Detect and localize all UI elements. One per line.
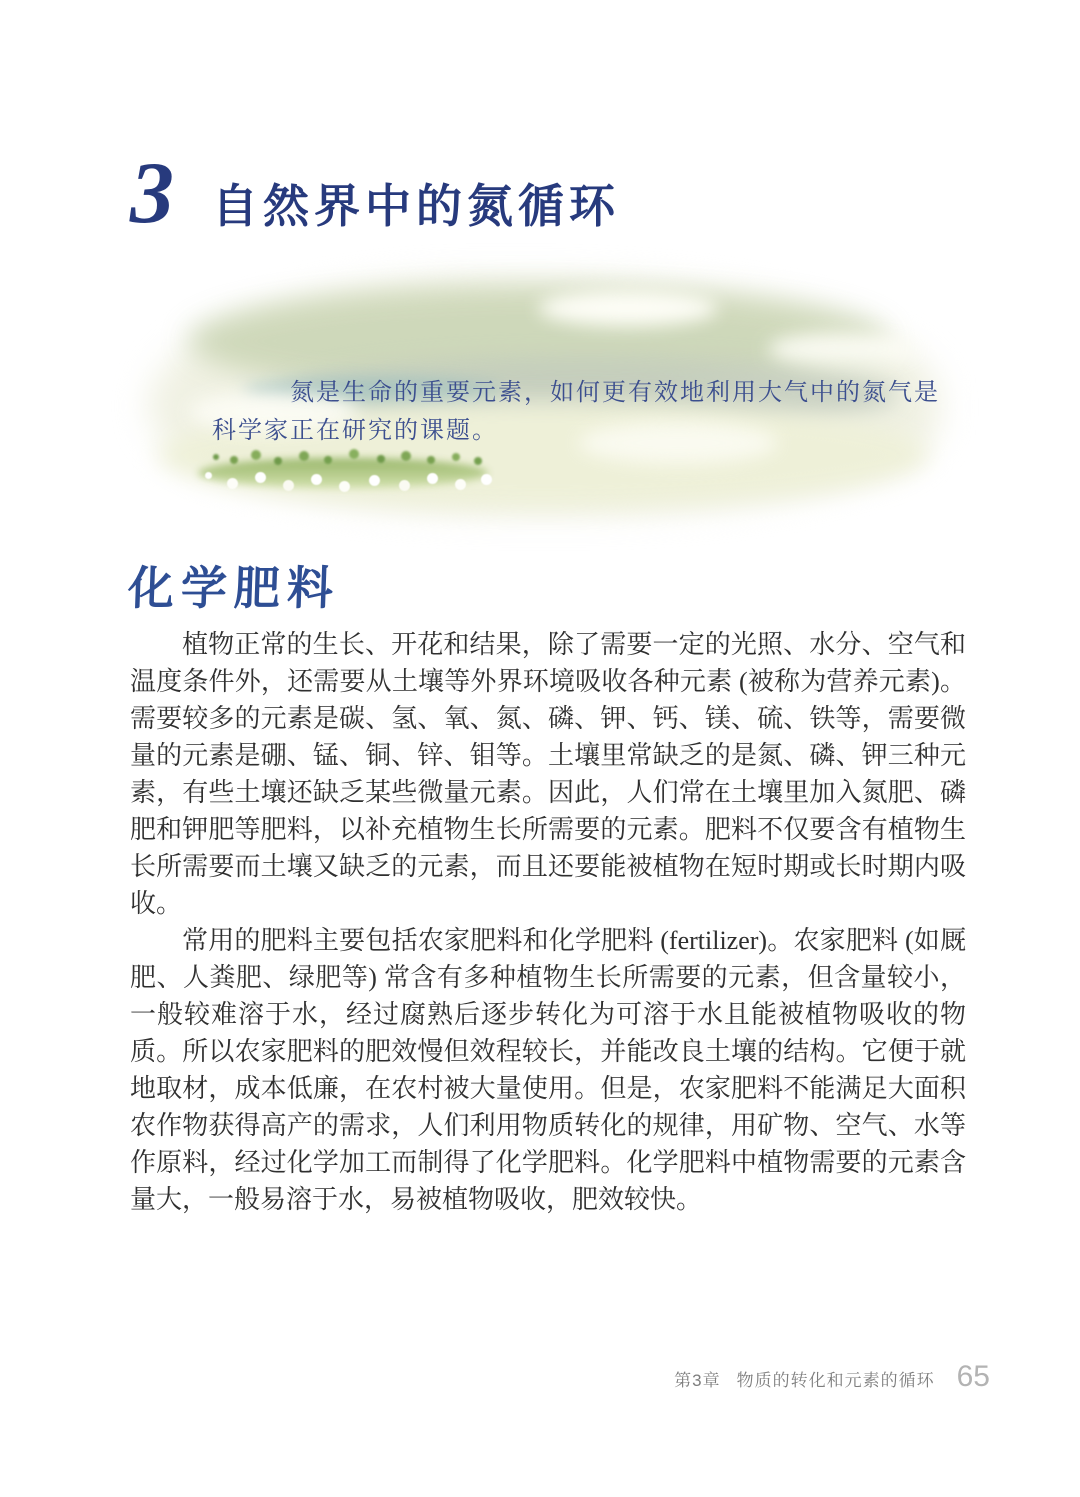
- grass-blades: [213, 454, 219, 460]
- cloud-blob: [578, 422, 778, 464]
- chapter-heading: [130, 145, 620, 242]
- footer-chapter-label: 第3章: [674, 1371, 721, 1390]
- watercolor-illustration: [148, 272, 940, 522]
- grass-flower-cluster: [183, 450, 513, 500]
- section-heading: 化学肥料: [126, 562, 341, 614]
- paragraph-2: 常用的肥料主要包括农家肥料和化学肥料 (fertilizer)。农家肥料 (如厩肥、人粪肥、绿肥等) 常含有多种植物生长所需要的元素，但含量较小，一般较难溶于水，经过腐熟后逐步转化为可溶于水且能被植物吸收的物质。所以农家肥料的肥效慢但效程较长，并能改良土壤的结构。它便于就地取材，成本低廉，在农村被大量使用。但是，农家肥料不能满足大面积农作物获得高产的需求，人们利用物质转化的规律，用矿物、空气、水等作原料，经过化学加工而制得了化学肥料。化学肥料中植物需要的元素含量大，一般易溶于水，易被植物吸收，肥效较快。: [130, 926, 966, 1214]
- cloud-blob: [768, 332, 918, 366]
- footer-chapter-title: 物质的转化和元素的循环: [736, 1371, 935, 1390]
- white-flowers: [205, 472, 212, 479]
- paragraph-1: 植物正常的生长、开花和结果，除了需要一定的光照、水分、空气和温度条件外，还需要从土壤等外界环境吸收各种元素 (被称为营养元素)。需要较多的元素是碳、氢、氧、氮、磷、钾、钙、镁、硫、铁等，需要微量的元素是硼、锰、铜、锌、钼等。土壤里常缺乏的是氮、磷、钾三种元素，有些土壤还缺乏某些微量元素。因此，人们常在土壤里加入氮肥、磷肥和钾肥等肥料，以补充植物生长所需要的元素。肥料不仅要含有植物生长所需要而土壤又缺乏的元素，而且还要能被植物在短时期或长时期内吸收。: [130, 630, 966, 918]
- chapter-number: 3: [130, 145, 174, 242]
- chapter-title: 自然界中的氮循环: [212, 180, 620, 232]
- page-footer: [674, 1360, 990, 1394]
- illustration-caption-line-2: 科学家正在研究的课题。: [212, 418, 498, 444]
- illustration-caption-line-1: 氮是生命的重要元素，如何更有效地利用大气中的氮气是: [290, 380, 940, 406]
- grass-base: [198, 458, 488, 488]
- footer-page-number: 65: [956, 1360, 990, 1393]
- cloud-blob: [538, 290, 718, 326]
- body-text: [130, 626, 966, 1218]
